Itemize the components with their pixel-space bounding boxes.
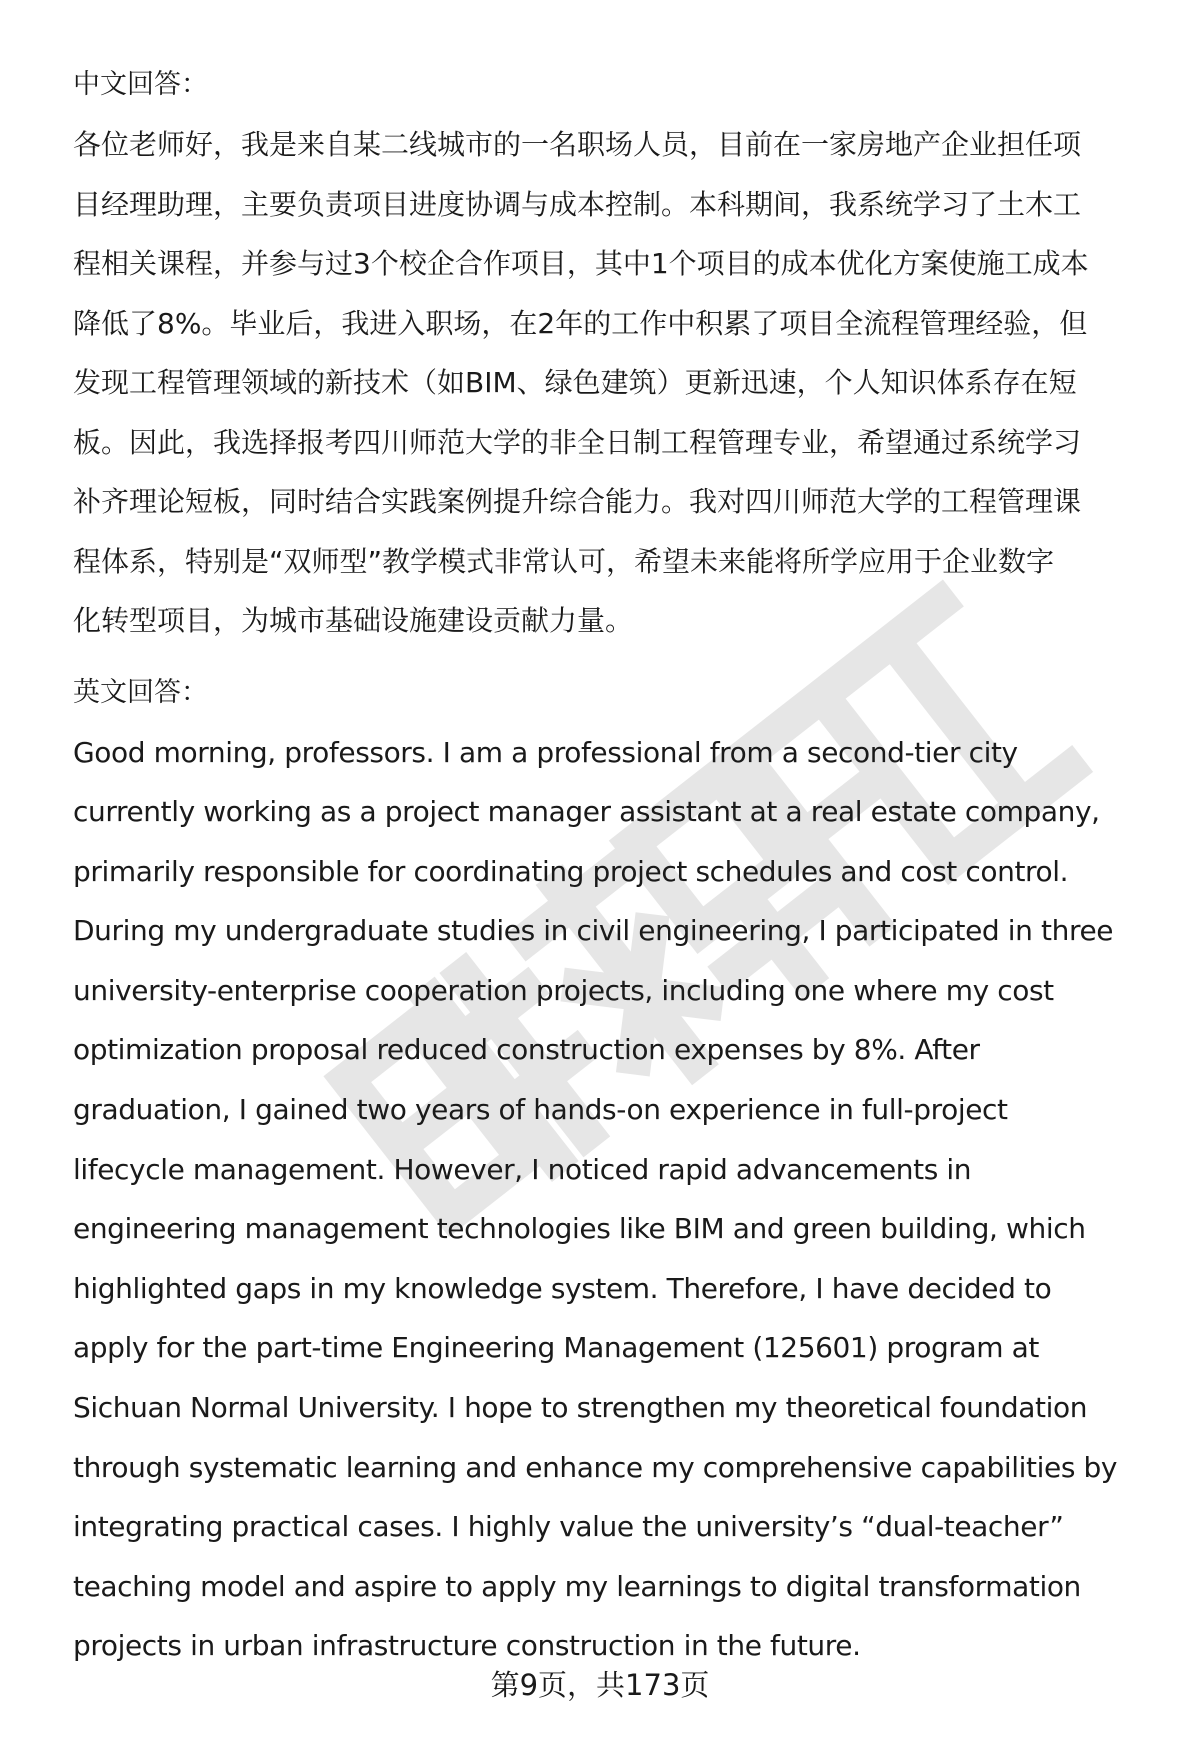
chinese-text-line: 化转型项目，为城市基础设施建设贡献力量。 — [73, 604, 634, 637]
english-text-line: Good morning, professors. I am a professional from a second-tier city — [73, 735, 1018, 769]
chinese-text-line: 板。因此，我选择报考四川师范大学的非全日制工程管理专业，希望通过系统学习 — [73, 425, 1082, 459]
chinese-text-line: 程相关课程，并参与过3个校企合作项目，其中1个项目的成本优化方案使施工成本 — [73, 247, 1089, 280]
chinese-text-line: 降低了8%。毕业后，我进入职场，在2年的工作中积累了项目全流程管理经验，但 — [73, 306, 1088, 340]
document-body — [73, 55, 1163, 1676]
english-text-line: projects in urban infrastructure construction in the future. — [73, 1629, 861, 1663]
section-spacer — [73, 651, 1163, 663]
english-text-line: integrating practical cases. I highly value the university’s “dual-teacher” — [73, 1510, 1064, 1544]
english-text-line: optimization proposal reduced construction expenses by 8%. After — [73, 1033, 980, 1067]
chinese-answer-text — [73, 115, 1163, 651]
english-text-line: Sichuan Normal University. I hope to strengthen my theoretical foundation — [73, 1391, 1088, 1425]
english-answer-label: 英文回答： — [73, 676, 208, 708]
english-text-line: teaching model and aspire to apply my learnings to digital transformation — [73, 1569, 1081, 1603]
english-text-line: highlighted gaps in my knowledge system. Therefore, I have decided to — [73, 1271, 1052, 1305]
chinese-text-line: 目经理助理，主要负责项目进度协调与成本控制。本科期间，我系统学习了土木工 — [73, 187, 1082, 221]
english-text-line: graduation, I gained two years of hands-on experience in full-project — [73, 1093, 1008, 1127]
chinese-answer-label: 中文回答： — [73, 69, 208, 100]
chinese-text-line: 补齐理论短板，同时结合实践案例提升综合能力。我对四川师范大学的工程管理课 — [73, 485, 1082, 518]
english-text-line: university-enterprise cooperation projects, including one where my cost — [73, 973, 1054, 1007]
chinese-text-line: 程体系，特别是“双师型”教学模式非常认可，希望未来能将所学应用于企业数字 — [73, 544, 1055, 578]
english-text-line: through systematic learning and enhance my comprehensive capabilities by — [73, 1450, 1118, 1484]
chinese-text-line: 发现工程管理领域的新技术（如BIM、绿色建筑）更新迅速，个人知识体系存在短 — [73, 366, 1077, 399]
page-number-footer: 第9页，共173页 — [490, 1668, 710, 1702]
english-text-line: currently working as a project manager assistant at a real estate company, — [73, 795, 1100, 829]
english-answer-text — [73, 723, 1163, 1677]
english-text-line: lifecycle management. However, I noticed rapid advancements in — [73, 1152, 972, 1186]
english-text-line: During my undergraduate studies in civil engineering, I participated in three — [73, 914, 1114, 948]
english-text-line: engineering management technologies like BIM and green building, which — [73, 1212, 1086, 1246]
chinese-text-line: 各位老师好，我是来自某二线城市的一名职场人员，目前在一家房地产企业担任项 — [73, 128, 1082, 161]
english-text-line: apply for the part-time Engineering Management (125601) program at — [73, 1331, 1039, 1365]
english-text-line: primarily responsible for coordinating project schedules and cost control. — [73, 854, 1069, 888]
